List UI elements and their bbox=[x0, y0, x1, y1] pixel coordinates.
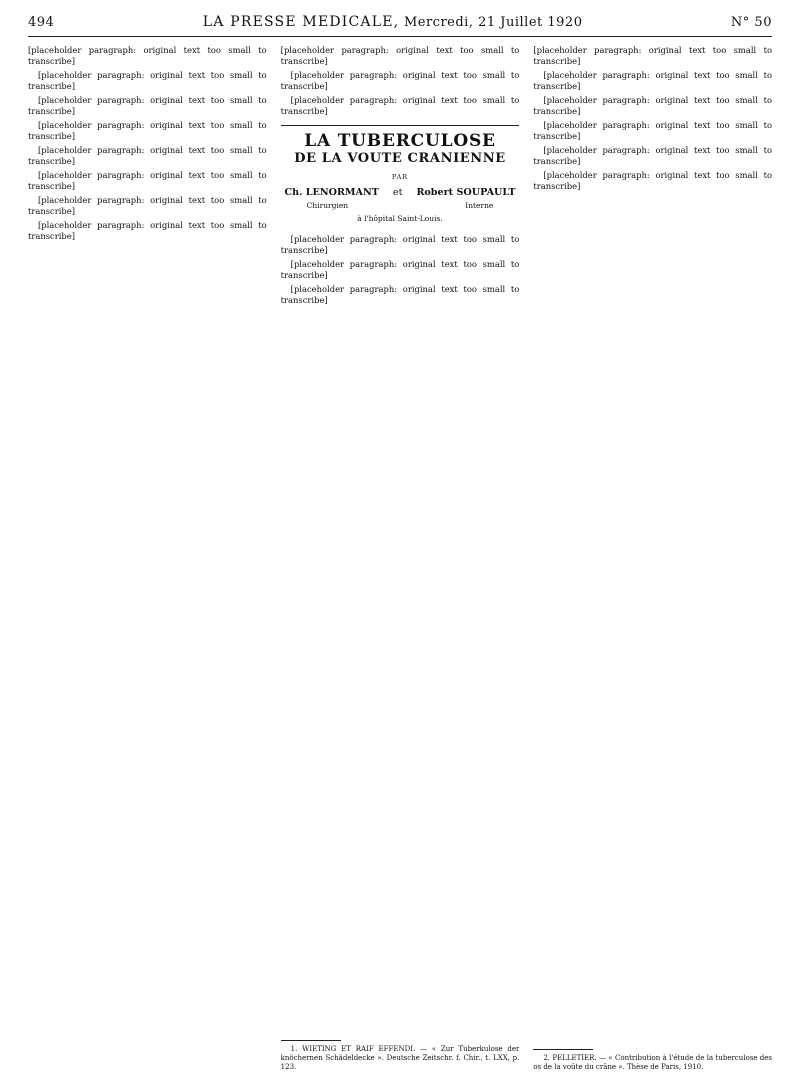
paragraph: [placeholder paragraph: original text too small to transcribe] bbox=[28, 120, 267, 141]
issue-number: N° 50 bbox=[730, 15, 772, 30]
page-header bbox=[28, 14, 772, 37]
paragraph: [placeholder paragraph: original text too small to transcribe] bbox=[280, 234, 520, 255]
paragraph: [placeholder paragraph: original text too small to transcribe] bbox=[533, 120, 772, 141]
paragraph: [placeholder paragraph: original text too small to transcribe] bbox=[280, 284, 520, 305]
paragraph: [placeholder paragraph: original text too small to transcribe] bbox=[533, 145, 772, 166]
paragraph: [placeholder paragraph: original text too small to transcribe] bbox=[533, 95, 772, 116]
paragraph: [placeholder paragraph: original text too small to transcribe] bbox=[28, 70, 267, 91]
footnote: 2. PELLETIER. — « Contribution à l'étude de la tuberculose des os de la voûte du crâne ». Thèse de Paris, 1910. bbox=[533, 1054, 772, 1071]
column-2 bbox=[281, 45, 520, 1075]
authors-line bbox=[281, 187, 520, 198]
footnote-rule bbox=[533, 1049, 593, 1050]
paragraph: [placeholder paragraph: original text too small to transcribe] bbox=[280, 259, 520, 280]
paragraph: [placeholder paragraph: original text too small to transcribe] bbox=[280, 70, 520, 91]
column-3 bbox=[533, 45, 772, 1075]
paragraph: [placeholder paragraph: original text too small to transcribe] bbox=[28, 220, 267, 241]
author-name: Ch. LENORMANT bbox=[284, 187, 379, 198]
author-roles bbox=[307, 200, 494, 211]
byline-par: PAR bbox=[391, 173, 409, 181]
footnote: 1. WIETING ET RAIF EFFENDI. — « Zur Tuberkulose der knöchernen Schädeldecke ». Deutsche Zeitschr. f. Chir., t. LXX, p. 123. bbox=[280, 1045, 520, 1071]
paragraph: [placeholder paragraph: original text too small to transcribe] bbox=[280, 45, 520, 66]
page-number: 494 bbox=[28, 15, 55, 30]
journal-name: LA PRESSE MEDICALE, bbox=[202, 14, 400, 30]
article-title-line-2: DE LA VOUTE CRANIENNE bbox=[294, 151, 506, 166]
paragraph: [placeholder paragraph: original text too small to transcribe] bbox=[28, 170, 267, 191]
issue-date: Mercredi, 21 Juillet 1920 bbox=[403, 15, 583, 30]
article-heading bbox=[281, 125, 520, 224]
column-1 bbox=[28, 45, 267, 1075]
paragraph: [placeholder paragraph: original text too small to transcribe] bbox=[28, 95, 267, 116]
footnote-area bbox=[281, 1036, 520, 1075]
author-name: Robert SOUPAULT bbox=[416, 187, 516, 198]
paragraph: [placeholder paragraph: original text too small to transcribe] bbox=[28, 195, 267, 216]
paragraph: [placeholder paragraph: original text too small to transcribe] bbox=[533, 170, 772, 191]
footnote-rule bbox=[281, 1040, 341, 1041]
paragraph: [placeholder paragraph: original text too small to transcribe] bbox=[28, 145, 267, 166]
paragraph: [placeholder paragraph: original text too small to transcribe] bbox=[533, 45, 772, 66]
author-role: Chirurgien bbox=[306, 201, 349, 210]
article-title-line-1: LA TUBERCULOSE bbox=[304, 131, 496, 151]
text-columns bbox=[28, 45, 772, 1075]
paragraph: [placeholder paragraph: original text too small to transcribe] bbox=[280, 95, 520, 116]
author-role: Interne bbox=[465, 201, 494, 210]
footnote-area bbox=[533, 1045, 772, 1075]
author-conjunction: et bbox=[392, 187, 403, 198]
paragraph: [placeholder paragraph: original text too small to transcribe] bbox=[28, 45, 267, 66]
paragraph: [placeholder paragraph: original text too small to transcribe] bbox=[533, 70, 772, 91]
author-affiliation: à l'hôpital Saint-Louis. bbox=[357, 214, 443, 223]
journal-masthead bbox=[203, 14, 583, 30]
